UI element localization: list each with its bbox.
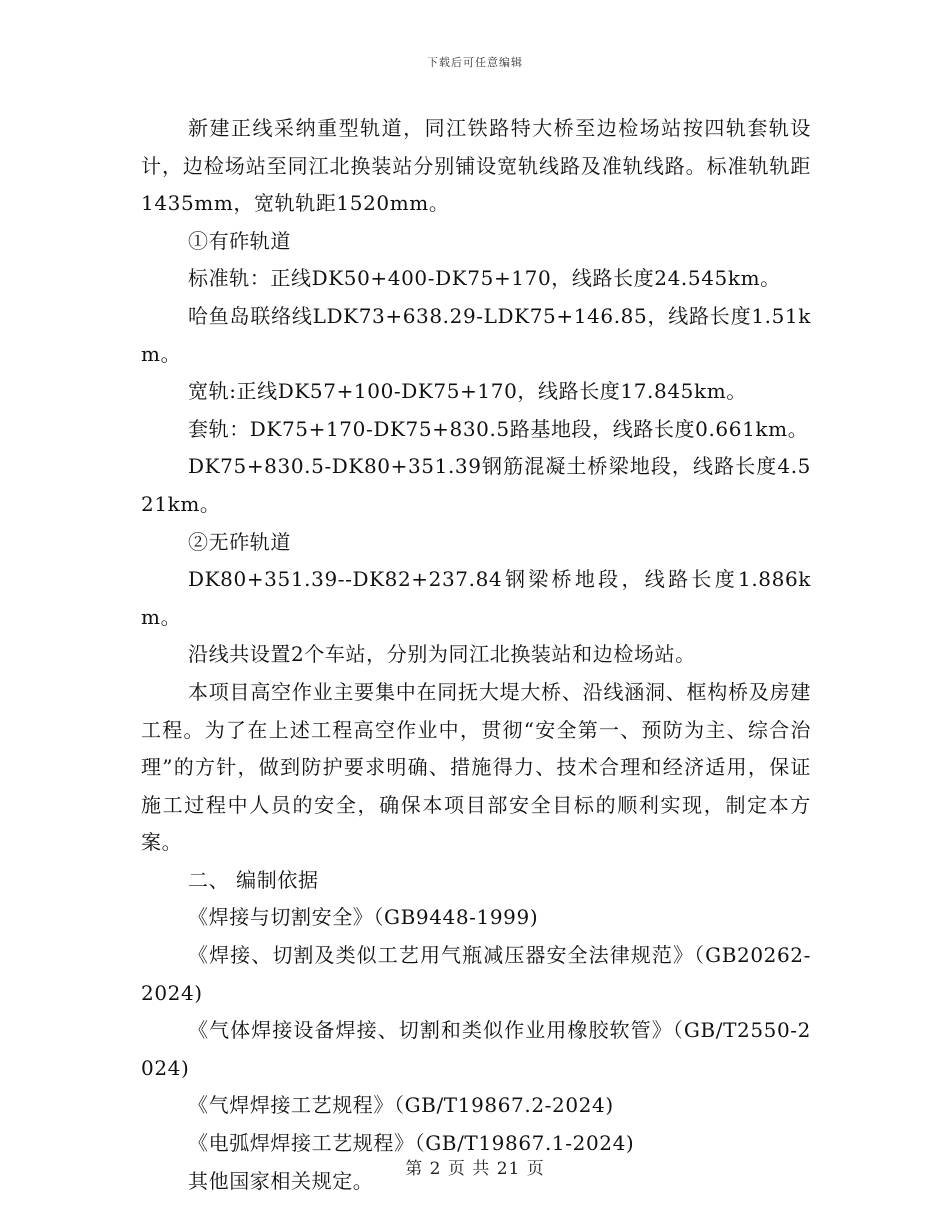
- reference-item: 《气焊焊接工艺规程》（GB/T19867.2-2024): [188, 1093, 614, 1118]
- document-body: [141, 110, 811, 1200]
- page-footer: 第 2 页 共 21 页: [405, 1159, 545, 1179]
- paragraph: 套轨：DK75+170-DK75+830.5路基地段，线路长度0.661km。: [188, 416, 809, 441]
- paragraph: 新建正线采纳重型轨道，同江铁路特大桥至边检场站按四轨套轨设计，边检场站至同江北换装站分别铺设宽轨线路及准轨线路。标准轨轨距1435mm，宽轨轨距1520mm。: [141, 116, 811, 216]
- paragraph: ②无砟轨道: [188, 529, 291, 554]
- paragraph: 沿线共设置2个车站，分别为同江北换装站和边检场站。: [188, 642, 696, 667]
- paragraph: 标准轨：正线DK50+400-DK75+170，线路长度24.545km。: [188, 266, 781, 291]
- reference-item: 《电弧焊焊接工艺规程》（GB/T19867.1-2024): [188, 1131, 635, 1156]
- paragraph: 其他国家相关规定。: [188, 1168, 374, 1193]
- paragraph: ①有砟轨道: [188, 228, 291, 253]
- paragraph: DK75+830.5-DK80+351.39钢筋混凝土桥梁地段，线路长度4.521km。: [141, 454, 811, 516]
- paragraph: 宽轨:正线DK57+100-DK75+170，线路长度17.845km。: [188, 379, 747, 404]
- section-heading: 二、 编制依据: [188, 867, 319, 892]
- paragraph: 哈鱼岛联络线LDK73+638.29-LDK75+146.85，线路长度1.51km。: [141, 303, 811, 366]
- reference-item: 《焊接与切割安全》（GB9448-1999): [188, 905, 539, 930]
- paragraph: 本项目高空作业主要集中在同抚大堤大桥、沿线涵洞、框构桥及房建工程。为了在上述工程高空作业中，贯彻“安全第一、预防为主、综合治理”的方针，做到防护要求明确、措施得力、技术合理和经济适用，保证施工过程中人员的安全，确保本项目部安全目标的顺利实现，制定本方案。: [141, 679, 811, 855]
- paragraph: DK80+351.39--DK82+237.84钢梁桥地段，线路长度1.886km。: [141, 567, 811, 629]
- reference-item: 《焊接、切割及类似工艺用气瓶减压器安全法律规范》（GB20262-2024): [141, 943, 811, 1005]
- page-header: 下载后可任意编辑: [427, 56, 523, 69]
- reference-item: 《气体焊接设备焊接、切割和类似作业用橡胶软管》（GB/T2550-2024): [141, 1018, 811, 1080]
